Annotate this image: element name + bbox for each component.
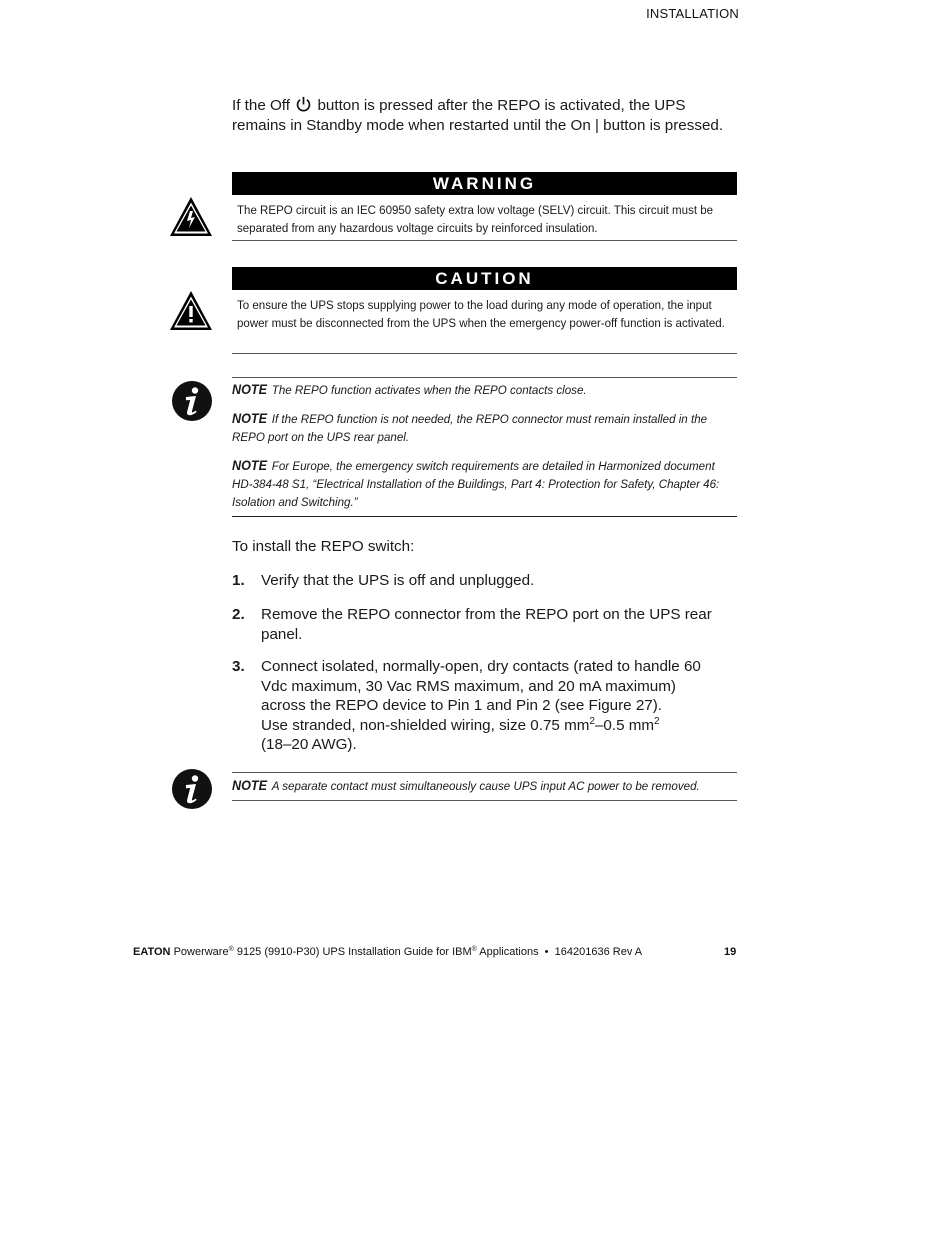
final-note-top-rule — [232, 772, 737, 773]
note-label: NOTE — [232, 382, 268, 397]
registered-mark: ® — [471, 946, 477, 953]
info-icon — [171, 380, 213, 422]
note-label: NOTE — [232, 458, 268, 473]
notes-bottom-rule — [232, 516, 737, 517]
info-icon — [171, 768, 213, 810]
note-text: A separate contact must simultaneously cause UPS input AC power to be removed. — [271, 779, 700, 793]
power-off-icon — [295, 96, 312, 113]
step-text — [261, 657, 723, 755]
footer-brand: EATON — [133, 946, 171, 958]
note-text: If the REPO function is not needed, the REPO connector must remain installed in the REPO port on the UPS rear panel. — [232, 412, 708, 444]
step-text-line2c: (18–20 AWG). — [261, 736, 357, 753]
notes-top-rule — [232, 377, 737, 378]
step-text: Remove the REPO connector from the REPO port on the UPS rear panel. — [261, 606, 712, 643]
note-item — [232, 457, 737, 511]
step-text: Verify that the UPS is off and unplugged. — [261, 572, 535, 589]
step-item — [232, 571, 742, 591]
steps-intro: To install the REPO switch: — [232, 538, 415, 555]
warning-banner: WARNING — [232, 172, 737, 195]
step-number: 3. — [232, 658, 245, 675]
caution-bottom-rule — [232, 353, 737, 354]
note-item — [232, 410, 737, 446]
step-text-line2a: Use stranded, non-shielded wiring, size 0.75 mm — [261, 716, 590, 734]
step-number: 2. — [232, 606, 245, 623]
warning-text-content: The REPO circuit is an IEC 60950 safety extra low voltage (SELV) circuit. This circuit must be separated from any hazardous voltage circuits by reinforced insulation. — [237, 203, 714, 235]
step-text-line1: Connect isolated, normally-open, dry contacts (rated to handle 60 Vdc maximum, 30 Vac RMS maximum, and 20 mA maximum) across the REPO device to Pin 1 and Pin 2 (see Figure 27). — [261, 658, 701, 714]
footer-doc-id: Applications • 164201636 Rev A — [479, 946, 643, 958]
intro-text-part1: If the Off — [232, 97, 290, 114]
final-note — [232, 777, 737, 795]
footer-title: 9125 (9910-P30) UPS Installation Guide for IBM — [236, 946, 472, 958]
registered-mark: ® — [228, 946, 234, 953]
step-item — [232, 657, 742, 757]
electrical-hazard-icon — [168, 194, 214, 240]
superscript: 2 — [654, 715, 660, 727]
caution-text — [237, 296, 725, 332]
step-number: 1. — [232, 572, 245, 589]
note-text: The REPO function activates when the REPO contacts close. — [271, 383, 587, 397]
page-number: 19 — [724, 946, 737, 958]
intro-text-part2: button is pressed after the REPO is activated, the UPS remains in Standby mode when restarted until the On | button is pressed. — [232, 97, 724, 134]
note-label: NOTE — [232, 411, 268, 426]
final-note-bottom-rule — [232, 800, 737, 801]
intro-paragraph — [232, 96, 742, 135]
warning-bottom-rule — [232, 240, 737, 241]
note-item — [232, 381, 737, 399]
note-label: NOTE — [232, 778, 268, 793]
footer-product: Powerware — [173, 946, 229, 958]
caution-banner: CAUTION — [232, 267, 737, 290]
superscript: 2 — [589, 715, 595, 727]
warning-text — [237, 201, 714, 237]
caution-text-content: To ensure the UPS stops supplying power to the load during any mode of operation, the input power must be disconnected from the UPS when the emergency power-off function is activated. — [237, 298, 725, 330]
step-item — [232, 605, 742, 645]
section-header: INSTALLATION — [646, 6, 739, 21]
page-footer — [133, 946, 642, 958]
notes-group — [232, 381, 737, 522]
step-text-line2b: –0.5 mm — [594, 716, 655, 734]
caution-exclamation-icon — [168, 288, 214, 334]
note-text: For Europe, the emergency switch requirements are detailed in Harmonized document HD-384-48 S1, “Electrical Installation of the Buildings, Part 4: Protection for Safety, Chapter 46: Isolation and Switching.” — [232, 459, 720, 509]
